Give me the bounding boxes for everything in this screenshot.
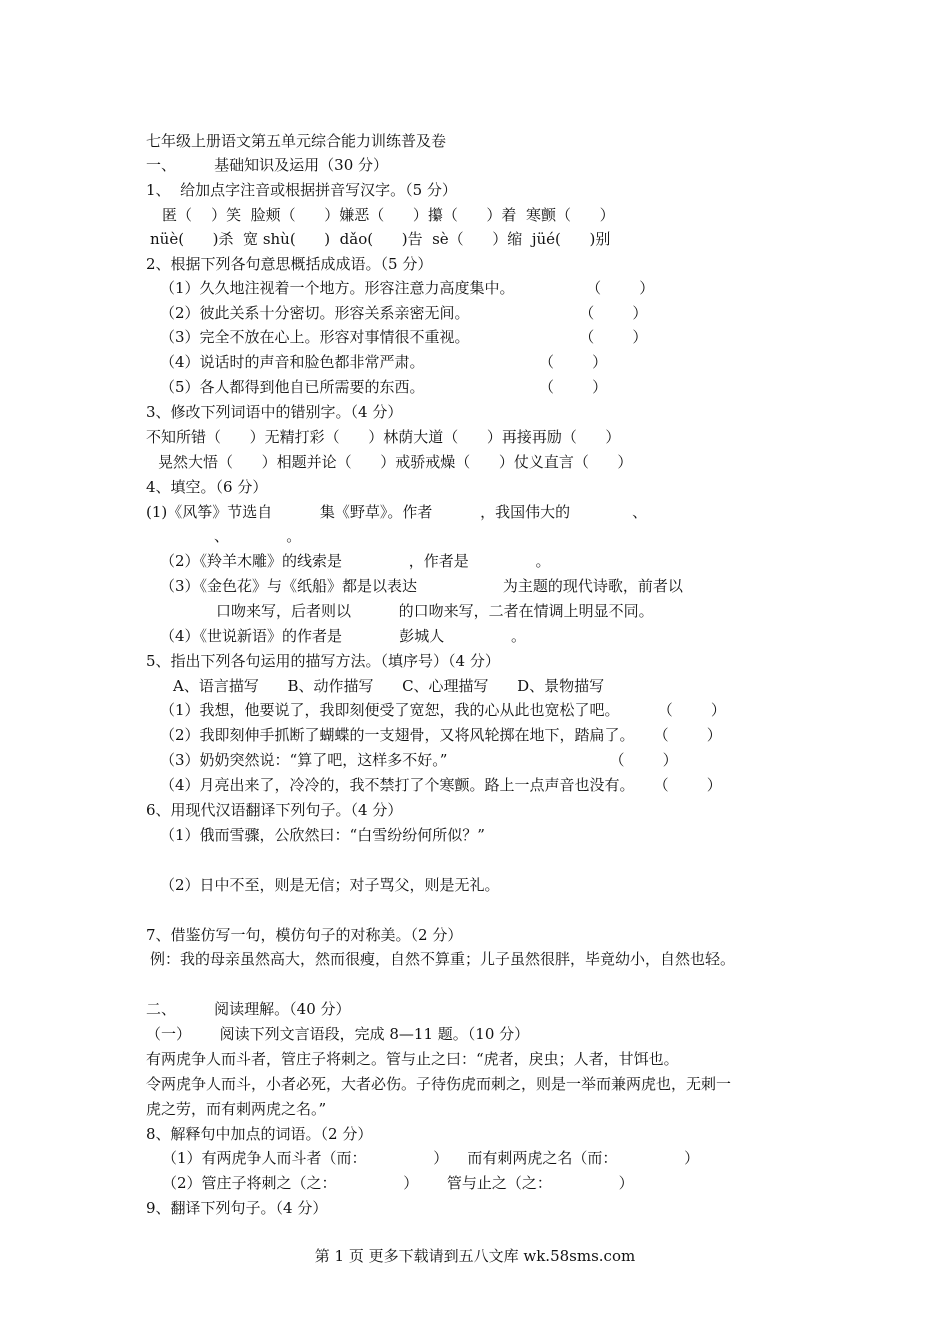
q3-title: 3、修改下列词语中的错别字。（4 分）	[146, 403, 403, 421]
passage-line-1: 有两虎争人而斗者，管庄子将刺之。管与止之曰：“虎者，戾虫；人者，甘饵也。	[146, 1050, 679, 1068]
q3-row2: 晃然大悟（ ）相题并论（ ）戒骄戒燥（ ）仗义直言（ ）	[158, 453, 633, 471]
section2-part1-heading: （一） 阅读下列文言语段，完成 8—11 题。（10 分）	[146, 1025, 530, 1043]
q6-title: 6、用现代汉语翻译下列句子。（4 分）	[146, 801, 403, 819]
q2-item-1: （1）久久地注视着一个地方。形容注意力高度集中。 （ ）	[160, 279, 655, 297]
q5-item-1: （1）我想，他要说了，我即刻便受了宽恕，我的心从此也宽松了吧。 （ ）	[160, 701, 726, 719]
q4-line1: (1)《风筝》节选自 集《野草》。作者 ，我国伟大的 、	[146, 503, 648, 521]
document-title: 七年级上册语文第五单元综合能力训练普及卷	[146, 132, 447, 150]
q1-row2: nüè( )杀 宽 shù( ) dǎo( )告 sè（ ）缩 jüé( )别	[150, 230, 611, 248]
q5-item-3: （3）奶奶突然说：“算了吧，这样多不好。” （ ）	[160, 751, 678, 769]
q5-item-2: （2）我即刻伸手抓断了蝴蝶的一支翅骨，又将风轮掷在地下，踏扁了。 （ ）	[160, 726, 722, 744]
q2-item-4: （4）说话时的声音和脸色都非常严肃。 （ ）	[160, 353, 608, 371]
page-footer: 第 1 页 更多下载请到五八文库 wk.58sms.com	[314, 1247, 636, 1265]
q2-item-2: （2）彼此关系十分密切。形容关系亲密无间。 （ ）	[160, 304, 648, 322]
q8-title: 8、解释句中加点的词语。（2 分）	[146, 1125, 373, 1143]
q5-options: A、语言描写 B、动作描写 C、心理描写 D、景物描写	[173, 677, 605, 695]
q7-title: 7、借鉴仿写一句，模仿句子的对称美。（2 分）	[146, 926, 463, 944]
section1-heading: 一、 基础知识及运用（30 分）	[146, 156, 389, 174]
q6-sentence-2: （2）日中不至，则是无信；对子骂父，则是无礼。	[160, 876, 500, 894]
q5-item-4: （4）月亮出来了，冷冷的，我不禁打了个寒颤。路上一点声音也没有。 （ ）	[160, 776, 722, 794]
q3-row1: 不知所错（ ）无精打彩（ ）林荫大道（ ）再接再励（ ）	[146, 428, 621, 446]
q2-item-5: （5）各人都得到他自已所需要的东西。 （ ）	[160, 378, 608, 396]
q2-item-3: （3）完全不放在心上。形容对事情很不重视。 （ ）	[160, 328, 648, 346]
q5-title: 5、指出下列各句运用的描写方法。（填序号）（4 分）	[146, 652, 500, 670]
section2-heading: 二、 阅读理解。（40 分）	[146, 1000, 351, 1018]
q8-line1: （1）有两虎争人而斗者（而： ） 而有刺两虎之名（而： ）	[162, 1149, 700, 1167]
q4-line4: （3）《金色花》与《纸船》都是以表达 为主题的现代诗歌，前者以	[160, 577, 683, 595]
q8-line2: （2）管庄子将刺之（之： ） 管与止之（之： ）	[162, 1174, 634, 1192]
q2-title: 2、根据下列各句意思概括成成语。（5 分）	[146, 255, 433, 273]
q4-line2: 、 。	[214, 527, 302, 545]
q9-title: 9、翻译下列句子。（4 分）	[146, 1199, 328, 1217]
q4-line3: （2）《羚羊木雕》的线索是 ，作者是 。	[160, 552, 551, 570]
passage-line-2: 令两虎争人而斗，小者必死，大者必伤。子待伤虎而刺之，则是一举而兼两虎也，无刺一	[146, 1075, 732, 1093]
q4-line5: 口吻来写，后者则以 的口吻来写，二者在情调上明显不同。	[216, 602, 654, 620]
q6-sentence-1: （1）俄而雪骤，公欣然曰：“白雪纷纷何所似？”	[160, 826, 485, 844]
q1-row1: 匿（ ）笑 脸颊（ ）嫌恶（ ）攥（ ）着 寒颤（ ）	[162, 206, 615, 224]
q1-title: 1、 给加点字注音或根据拼音写汉字。（5 分）	[146, 181, 457, 199]
q4-line6: （4）《世说新语》的作者是 彭城人 。	[160, 627, 527, 645]
q4-title: 4、填空。（6 分）	[146, 478, 268, 496]
q7-example: 例：我的母亲虽然高大，然而很瘦，自然不算重；儿子虽然很胖，毕竟幼小，自然也轻。	[150, 950, 736, 968]
passage-line-3: 虎之劳，而有刺两虎之名。”	[146, 1100, 327, 1118]
